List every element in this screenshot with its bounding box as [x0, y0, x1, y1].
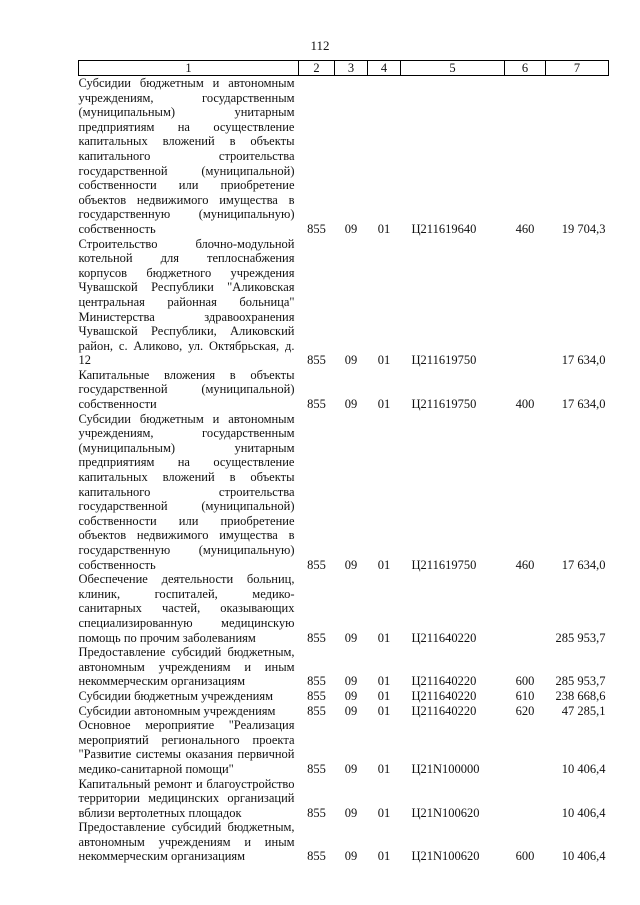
row-col7-amount: 285 953,7	[555, 630, 606, 645]
row-col7-amount: 19 704,3	[561, 221, 606, 236]
row-col4-subsection: 01	[377, 221, 391, 236]
row-col3-section: 09	[344, 630, 358, 645]
table-row	[79, 412, 609, 573]
column-header-1: 1	[79, 61, 299, 76]
row-description: Обеспечение деятельности больниц, клиник, госпиталей, медико-санитарных частей, оказывающих специализированную медицинскую помощь по прочим заболеваниям	[78, 572, 295, 645]
column-header-3: 3	[335, 61, 368, 76]
row-col2-ministry: 855	[307, 849, 326, 864]
row-col4-subsection: 01	[377, 397, 391, 412]
row-col4-subsection: 01	[377, 674, 391, 689]
row-col2-ministry: 855	[307, 688, 326, 703]
row-col5-target-code: Ц211619750	[411, 353, 477, 368]
column-header-2: 2	[299, 61, 335, 76]
row-description: Основное мероприятие "Реализация мероприятий регионального проекта "Развитие системы оказания первичной медико-санитарной помощи"	[78, 718, 295, 776]
row-col3-section: 09	[344, 397, 358, 412]
row-col2-ministry: 855	[307, 557, 326, 572]
row-col6-expense-type	[505, 718, 546, 776]
row-col6-expense-type: 460	[515, 557, 535, 572]
row-col6-expense-type: 460	[515, 221, 535, 236]
table-row	[79, 777, 609, 821]
row-col5-target-code: Ц21N100000	[411, 761, 480, 776]
row-col6-expense-type	[505, 237, 546, 368]
row-description: Предоставление субсидий бюджетным, автономным учреждениям и иным некоммерческим организациям	[78, 820, 295, 864]
row-col4-subsection: 01	[377, 353, 391, 368]
table-row	[79, 718, 609, 776]
row-col5-target-code: Ц211619750	[411, 557, 477, 572]
row-col3-section: 09	[344, 221, 358, 236]
table-row	[79, 645, 609, 689]
row-description: Капитальный ремонт и благоустройство территории медицинских организаций вблизи вертолетных площадок	[78, 776, 295, 820]
row-col2-ministry: 855	[307, 703, 326, 718]
table-header	[79, 61, 609, 76]
row-col5-target-code: Ц21N100620	[411, 805, 480, 820]
row-col7-amount: 10 406,4	[561, 761, 606, 776]
row-col5-target-code: Ц211640220	[411, 630, 477, 645]
row-col7-amount: 285 953,7	[555, 674, 606, 689]
row-col2-ministry: 855	[307, 805, 326, 820]
row-col2-ministry: 855	[307, 674, 326, 689]
row-description: Предоставление субсидий бюджетным, автономным учреждениям и иным некоммерческим организациям	[78, 645, 295, 689]
table-row	[79, 572, 609, 645]
column-header-7: 7	[546, 61, 609, 76]
row-col6-expense-type: 620	[515, 703, 535, 718]
row-col5-target-code: Ц211640220	[411, 674, 477, 689]
row-description: Строительство блочно-модульной котельной для теплоснабжения корпусов бюджетного учреждения Чувашской Республики "Аликовская центральная районная больница" Министерства здравоохранения Чувашской Республики, Аликовский район, с. Аликово, ул. Октябрьская, д. 12	[78, 236, 295, 368]
row-col3-section: 09	[344, 353, 358, 368]
table-row	[79, 76, 609, 237]
table-row	[79, 704, 609, 719]
row-col6-expense-type: 600	[515, 849, 535, 864]
budget-table	[78, 60, 609, 864]
budget-table-container	[78, 60, 609, 864]
row-col7-amount: 47 285,1	[561, 703, 606, 718]
row-description: Субсидии бюджетным учреждениям	[78, 688, 274, 703]
row-col5-target-code: Ц21N100620	[411, 849, 480, 864]
row-col4-subsection: 01	[377, 688, 391, 703]
row-col7-amount: 10 406,4	[561, 805, 606, 820]
row-col5-target-code: Ц211640220	[411, 688, 477, 703]
row-description: Субсидии бюджетным и автономным учреждениям, государственным (муниципальным) унитарным предприятиям на осуществление капитальных вложений в объекты капитального строительства государственной (муниципальной) собственности или приобретение объектов недвижимого имущества в государственную (муниципальную) собственность	[78, 76, 295, 236]
row-col4-subsection: 01	[377, 703, 391, 718]
row-col2-ministry: 855	[307, 221, 326, 236]
row-col6-expense-type: 600	[515, 674, 535, 689]
row-col2-ministry: 855	[307, 630, 326, 645]
row-description: Капитальные вложения в объекты государственной (муниципальной) собственности	[78, 367, 295, 412]
table-row	[79, 689, 609, 704]
row-col3-section: 09	[344, 703, 358, 718]
row-col2-ministry: 855	[307, 397, 326, 412]
header-row	[79, 61, 609, 76]
table-row	[79, 820, 609, 864]
row-col7-amount: 17 634,0	[561, 397, 606, 412]
row-col6-expense-type	[505, 777, 546, 821]
row-col5-target-code: Ц211619640	[411, 221, 477, 236]
column-header-6: 6	[505, 61, 546, 76]
row-col3-section: 09	[344, 688, 358, 703]
row-col4-subsection: 01	[377, 805, 391, 820]
row-col6-expense-type: 610	[515, 688, 535, 703]
row-col3-section: 09	[344, 674, 358, 689]
row-col7-amount: 17 634,0	[561, 353, 606, 368]
row-description: Субсидии автономным учреждениям	[78, 703, 276, 718]
table-row	[79, 368, 609, 412]
row-col4-subsection: 01	[377, 630, 391, 645]
row-col3-section: 09	[344, 557, 358, 572]
row-col3-section: 09	[344, 849, 358, 864]
row-col3-section: 09	[344, 761, 358, 776]
row-col3-section: 09	[344, 805, 358, 820]
row-col7-amount: 238 668,6	[555, 688, 606, 703]
row-col6-expense-type: 400	[515, 397, 535, 412]
column-header-4: 4	[368, 61, 401, 76]
row-description: Субсидии бюджетным и автономным учреждениям, государственным (муниципальным) унитарным предприятиям на осуществление капитальных вложений в объекты капитального строительства государственной (муниципальной) собственности или приобретение объектов недвижимого имущества в государственную (муниципальную) собственность	[78, 411, 295, 572]
table-row	[79, 237, 609, 368]
row-col5-target-code: Ц211640220	[411, 703, 477, 718]
row-col4-subsection: 01	[377, 761, 391, 776]
table-body	[79, 76, 609, 865]
page-number: 112	[310, 38, 330, 53]
row-col5-target-code: Ц211619750	[411, 397, 477, 412]
row-col4-subsection: 01	[377, 849, 391, 864]
row-col2-ministry: 855	[307, 353, 326, 368]
row-col7-amount: 10 406,4	[561, 849, 606, 864]
row-col4-subsection: 01	[377, 557, 391, 572]
row-col7-amount: 17 634,0	[561, 557, 606, 572]
column-header-5: 5	[401, 61, 505, 76]
row-col6-expense-type	[505, 572, 546, 645]
row-col2-ministry: 855	[307, 761, 326, 776]
